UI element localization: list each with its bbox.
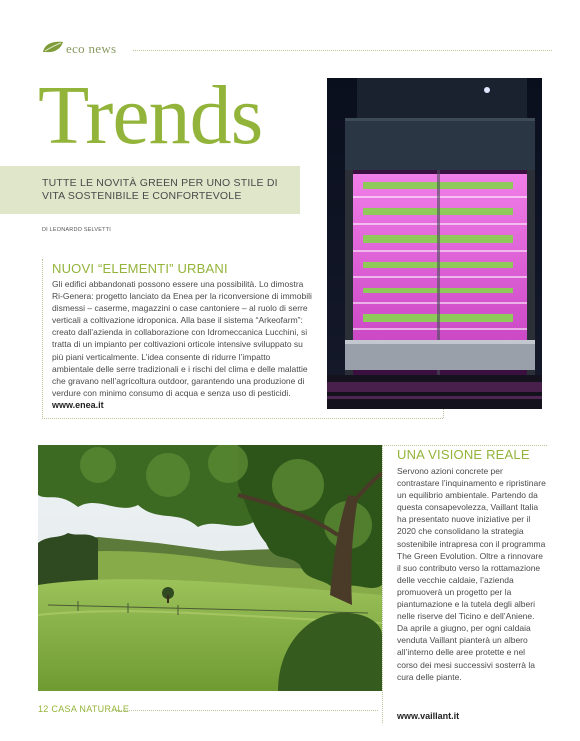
leaf-icon [42, 40, 64, 54]
page-subtitle: TUTTE LE NOVITÀ GREEN PER UNO STILE DI VITA SOSTENIBILE E CONFORTEVOLE [42, 177, 278, 202]
section-label: eco news [66, 41, 117, 56]
byline: DI LEONARDO SELVETTI [42, 227, 111, 233]
footer-divider [112, 710, 378, 711]
article2-link[interactable]: www.vaillant.it [397, 711, 460, 721]
header-divider [133, 50, 552, 51]
article2-body: Servono azioni concrete per contrastare l’inquinamento e ripristinare un equilibrio ambientale. Partendo da questa consapevolezza, Vaillant Italia ha presentato nuove iniziative per il 2020 che consolidano la strategia sostenibile intrapresa con il programma The Green Evolution. Oltre a rinnovare il suo contributo verso la rottamazione delle vecchie caldaie, l’azienda promuoverà un progetto per la piantumazione e la tutela degli alberi nelle riserve del Ticino e dell’Aniene. Da aprile a giugno, per ogni caldaia venduta Vaillant pianterà un albero all’interno delle aree protette e nel corso dei mesi successivi sosterrà la cura delle piante. [397, 466, 546, 682]
page-title: Trends [38, 69, 263, 162]
article2-frame-top [382, 445, 547, 446]
page-footer: 12 CASA NATURALE [38, 704, 130, 714]
article1-heading: NUOVI “ELEMENTI” URBANI [52, 261, 228, 276]
landscape-photo [38, 445, 382, 691]
article2-heading: UNA VISIONE REALE [397, 447, 530, 462]
article2-frame-left [382, 445, 383, 723]
article1-frame-left [42, 259, 43, 419]
vertical-farm-photo [327, 78, 542, 409]
section-header [42, 40, 552, 56]
article1-body: Gli edifici abbandonati possono essere una possibilità. Lo dimostra Ri-Genera: progetto lanciato da Enea per la riconversione di immobili dismessi – caserme, magazzini o case cantoniere – al ruolo di serre verticali a coltivazione idroponica. Alla base il sistema “Arkeofarm”: creato dall’azienda in collaborazione con Idromeccanica Lucchini, si tratta di un impianto per coltivazioni orticole intensive sviluppato su più piani verticalmente. L’idea consente di ridurre l’impatto ambientale delle serre tradizionali e i rischi del clima e delle malattie che gravano nell’agricoltura outdoor, garantendo una produzione di verdure con minimo consumo di acqua e senza uso di pesticidi. [52, 279, 312, 398]
article1-link[interactable]: www.enea.it [52, 400, 104, 410]
article1-frame-bottom [42, 418, 443, 419]
